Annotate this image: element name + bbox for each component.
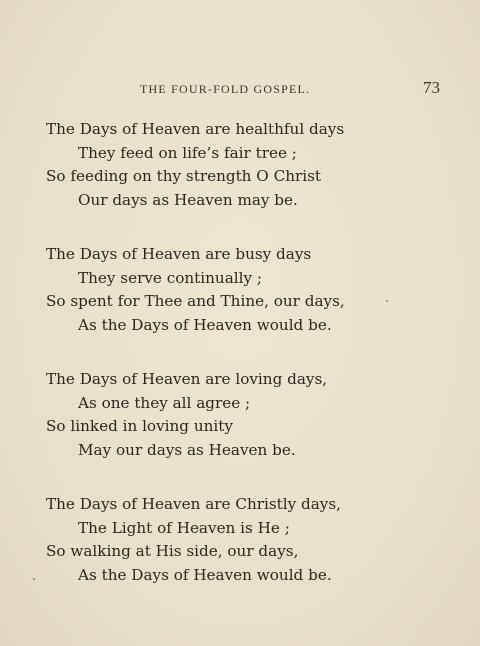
poem-line: As one they all agree ; (78, 393, 251, 412)
page-number: 73 (423, 78, 440, 97)
poem-line: The Light of Heaven is He ; (78, 518, 290, 537)
poem-line: May our days as Heaven be. (78, 440, 296, 459)
poem-stanza-1 (46, 118, 446, 212)
poem-line: So feeding on thy strength O Christ (46, 167, 321, 185)
poem-line: So linked in loving unity (46, 417, 233, 435)
poem-line: As the Days of Heaven would be. (78, 565, 332, 584)
poem-line: So walking at His side, our days, (46, 542, 299, 560)
paper-speck (33, 578, 35, 580)
running-title: THE FOUR-FOLD GOSPEL. (140, 82, 311, 96)
poem-line: The Days of Heaven are healthful days (46, 120, 345, 138)
poem-line: The Days of Heaven are busy days (46, 245, 312, 263)
paper-speck (386, 300, 388, 302)
poem-line: The Days of Heaven are Christly days, (46, 495, 342, 513)
poem-line: They feed on life’s fair tree ; (78, 143, 297, 162)
poem-stanza-3 (46, 368, 446, 462)
poem-stanza-2 (46, 243, 446, 337)
poem-line: The Days of Heaven are loving days, (46, 370, 328, 388)
poem-stanza-4 (46, 493, 446, 587)
poem-line: Our days as Heaven may be. (78, 190, 298, 209)
poem-line: As the Days of Heaven would be. (78, 315, 332, 334)
poem-line: So spent for Thee and Thine, our days, (46, 292, 345, 310)
poem-line: They serve continually ; (78, 268, 262, 287)
